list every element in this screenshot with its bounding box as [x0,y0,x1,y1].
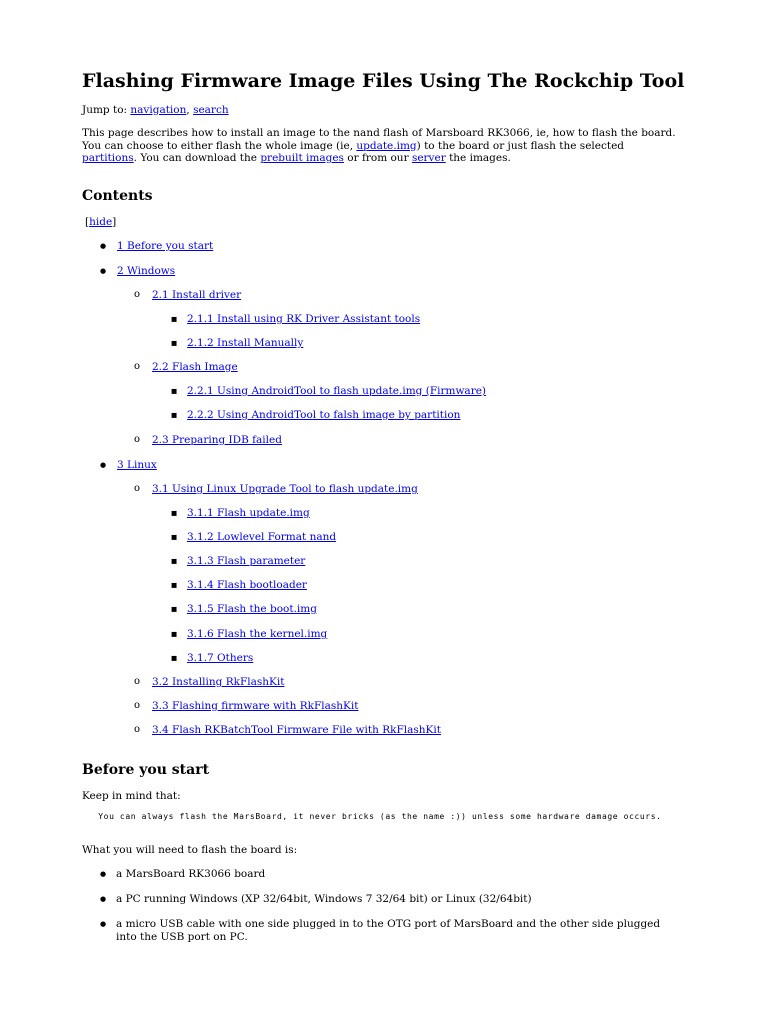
intro-text-2: ) to the board or just flash the selected [416,139,625,152]
jump-separator: , [186,104,194,116]
toc-bullet-icon [171,628,177,642]
toc-item[interactable]: 2.3 Preparing IDB failed [152,434,282,446]
toc-bullet-icon [134,675,140,688]
toc-item[interactable]: 3 Linux [117,459,157,471]
toc-bullet-icon [134,482,140,495]
toc-item[interactable]: 2.1.1 Install using RK Driver Assistant tools [187,313,421,325]
requirements-intro: What you will need to flash the board is: [82,844,298,856]
toc-bullet-icon [171,385,177,399]
toc-item[interactable]: 3.1.3 Flash parameter [187,555,306,567]
update-img-link[interactable]: update.img [356,139,417,152]
toc-bullet-icon [171,531,177,545]
toc-bullet-icon [134,360,140,373]
toc-hide-toggle [85,216,116,228]
toc-hide-close-bracket: ] [112,216,117,228]
prebuilt-images-link[interactable]: prebuilt images [260,152,344,164]
search-link[interactable]: search [193,104,229,116]
toc-bullet-icon [134,433,140,446]
toc-bullet-icon [171,555,177,569]
server-link[interactable]: server [411,152,446,164]
toc-item[interactable]: 2.2.2 Using AndroidTool to falsh image by partition [187,409,461,421]
toc-item[interactable]: 3.1.2 Lowlevel Format nand [187,531,337,543]
intro-text-5: the images. [445,152,511,164]
intro-text-4: or from our [343,152,412,164]
toc-bullet-icon [171,603,177,617]
list-bullet-icon [100,893,106,907]
toc-hide-link[interactable]: hide [89,216,113,228]
toc-item[interactable]: 3.1.6 Flash the kernel.img [187,628,328,640]
toc-bullet-icon [134,723,140,736]
toc-bullet-icon [100,459,106,473]
intro-text-3: . You can download the [133,152,261,164]
jump-to-line [82,104,229,116]
toc-item[interactable]: 3.2 Installing RkFlashKit [152,676,285,688]
toc-bullet-icon [171,579,177,593]
toc-item[interactable]: 1 Before you start [117,240,214,252]
toc-item[interactable]: 3.3 Flashing firmware with RkFlashKit [152,700,359,712]
toc-bullet-icon [171,313,177,327]
toc-hide-open-bracket: [ [85,216,90,228]
toc-item[interactable]: 2 Windows [117,265,176,277]
toc-item[interactable]: 2.2.1 Using AndroidTool to flash update.img (Firmware) [187,385,487,397]
toc-bullet-icon [171,337,177,351]
list-item: a MarsBoard RK3066 board [116,868,266,880]
toc-bullet-icon [134,288,140,301]
toc-item[interactable]: 3.1.1 Flash update.img [187,507,310,519]
note-preformatted: You can always flash the MarsBoard, it never bricks (as the name :)) unless some hardware damage occurs. [82,812,662,821]
intro-text-1: This page describes how to install an image to the nand flash of Marsboard RK3066, ie, how to flash the board. You can choose to either flash the whole image (ie, [82,127,676,152]
page-title: Flashing Firmware Image Files Using The Rockchip Tool [82,70,685,92]
list-bullet-icon [100,918,106,932]
intro-paragraph [82,127,680,165]
partitions-link[interactable]: partitions [82,152,134,164]
toc-item[interactable]: 3.1.4 Flash bootloader [187,579,307,591]
toc-bullet-icon [100,240,106,254]
toc-item[interactable]: 3.1.5 Flash the boot.img [187,603,317,615]
section-heading-before-you-start: Before you start [82,762,210,778]
toc-item[interactable]: 2.1.2 Install Manually [187,337,304,349]
contents-heading: Contents [82,188,153,204]
toc-bullet-icon [171,409,177,423]
keep-in-mind-text: Keep in mind that: [82,790,181,802]
toc-item[interactable]: 3.1 Using Linux Upgrade Tool to flash update.img [152,483,418,495]
toc-item[interactable]: 3.1.7 Others [187,652,254,664]
navigation-link[interactable]: navigation [130,104,187,116]
toc-bullet-icon [100,265,106,279]
list-item: a PC running Windows (XP 32/64bit, Windows 7 32/64 bit) or Linux (32/64bit) [116,893,532,905]
toc-item[interactable]: 2.2 Flash Image [152,361,238,373]
toc-item[interactable]: 2.1 Install driver [152,289,242,301]
list-item: a micro USB cable with one side plugged in to the OTG port of MarsBoard and the other side plugged into the USB port on PC. [116,918,661,943]
list-bullet-icon [100,868,106,882]
toc-bullet-icon [134,699,140,712]
jump-to-label: Jump to: [82,104,131,116]
toc-item[interactable]: 3.4 Flash RKBatchTool Firmware File with RkFlashKit [152,724,441,736]
toc-bullet-icon [171,507,177,521]
toc-bullet-icon [171,652,177,666]
